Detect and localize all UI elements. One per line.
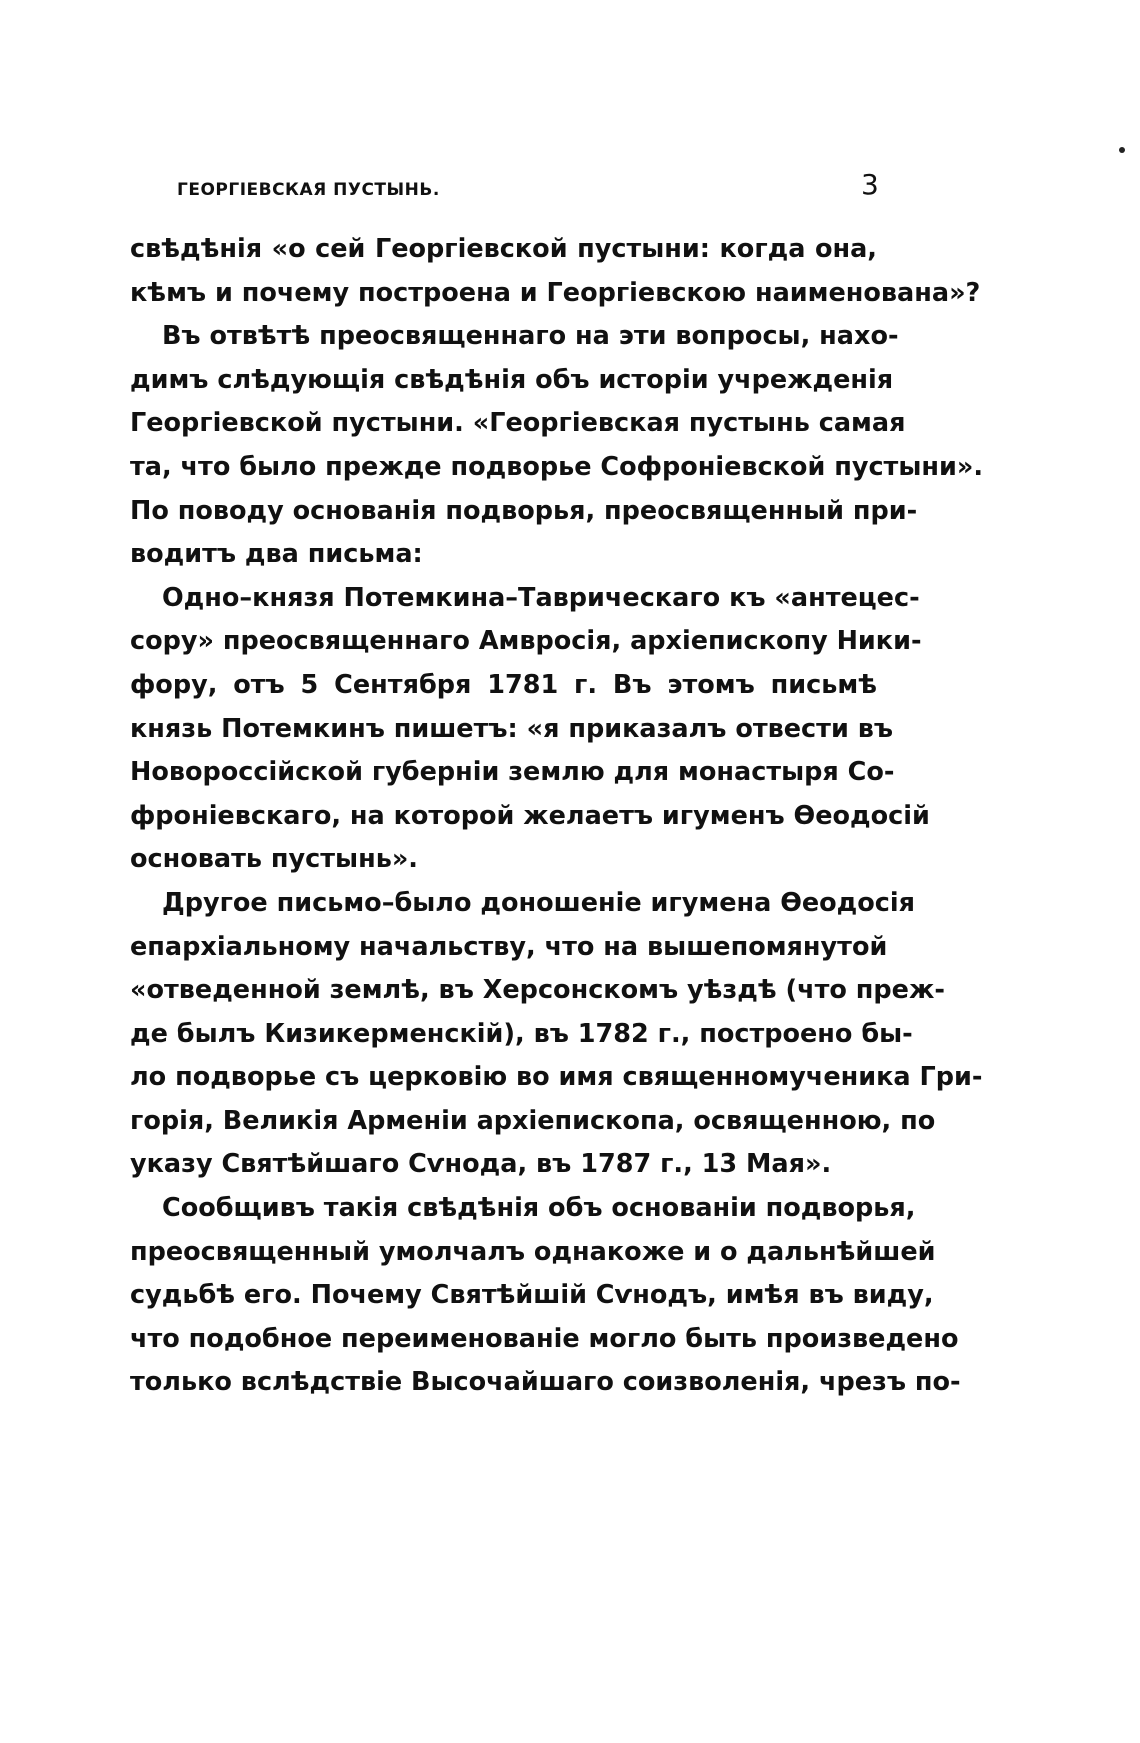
text-line: де былъ Кизикерменскій), въ 1782 г., построено бы- xyxy=(130,1018,913,1049)
text-line: фроніевскаго, на которой желаетъ игуменъ Ѳеодосій xyxy=(130,800,930,831)
text-line: ло подворье съ церковію во имя священномученика Гри- xyxy=(130,1062,983,1093)
text-line: сору» преосвященнаго Амвросія, архіепископу Ники- xyxy=(130,626,922,657)
text-line: князь Потемкинъ пишетъ: «я приказалъ отвести въ xyxy=(130,713,893,744)
text-line: преосвященный умолчалъ однакоже и о дальнѣйшей xyxy=(130,1236,936,1267)
text-line: Въ отвѣтѣ преосвященнаго на эти вопросы, нахо- xyxy=(162,321,899,352)
text-line: только вслѣдствіе Высочайшаго соизволенія, чрезъ по- xyxy=(130,1367,961,1398)
text-line: Одно–князя Потемкина–Таврическаго къ «антецес- xyxy=(162,582,920,613)
text-line: фору, отъ 5 Сентября 1781 г. Въ этомъ письмѣ xyxy=(130,669,877,700)
text-line: свѣдѣнія «о сей Георгіевской пустыни: когда она, xyxy=(130,234,877,264)
page-number: 3 xyxy=(861,168,879,201)
text-line: основать пустынь». xyxy=(130,844,418,875)
text-line: Новороссійской губерніи землю для монастыря Со- xyxy=(130,757,895,788)
text-line: судьбѣ его. Почему Святѣйшій Сѵнодъ, имѣя въ виду, xyxy=(130,1280,934,1311)
text-line: епархіальному начальству, что на вышепомянутой xyxy=(130,931,888,962)
text-line: горія, Великія Арменіи архіепископа, освященною, по xyxy=(130,1105,936,1136)
page-header xyxy=(177,168,877,208)
running-head: ГЕОРГІЕВСКАЯ ПУСТЫНЬ. xyxy=(177,180,440,200)
text-line: водитъ два письма: xyxy=(130,539,423,570)
text-line: «отведенной землѣ, въ Херсонскомъ уѣздѣ (что преж- xyxy=(130,975,945,1006)
text-line: димъ слѣдующія свѣдѣнія объ исторіи учрежденія xyxy=(130,364,894,395)
margin-speck xyxy=(1119,147,1125,153)
body-text xyxy=(130,228,984,1405)
text-line: По поводу основанія подворья, преосвященный при- xyxy=(130,495,918,526)
text-line: Сообщивъ такія свѣдѣнія объ основаніи подворья, xyxy=(162,1193,916,1224)
text-line: кѣмъ и почему построена и Георгіевскою наименована»? xyxy=(130,277,981,308)
text-line: Другое письмо–было доношеніе игумена Ѳеодосія xyxy=(162,887,916,918)
text-line: та, что было прежде подворье Софроніевской пустыни». xyxy=(130,451,984,482)
text-line: указу Святѣйшаго Сѵнода, въ 1787 г., 13 Мая». xyxy=(130,1149,832,1180)
text-line: что подобное переименованіе могло быть произведено xyxy=(130,1323,959,1354)
text-line: Георгіевской пустыни. «Георгіевская пустынь самая xyxy=(130,408,906,439)
